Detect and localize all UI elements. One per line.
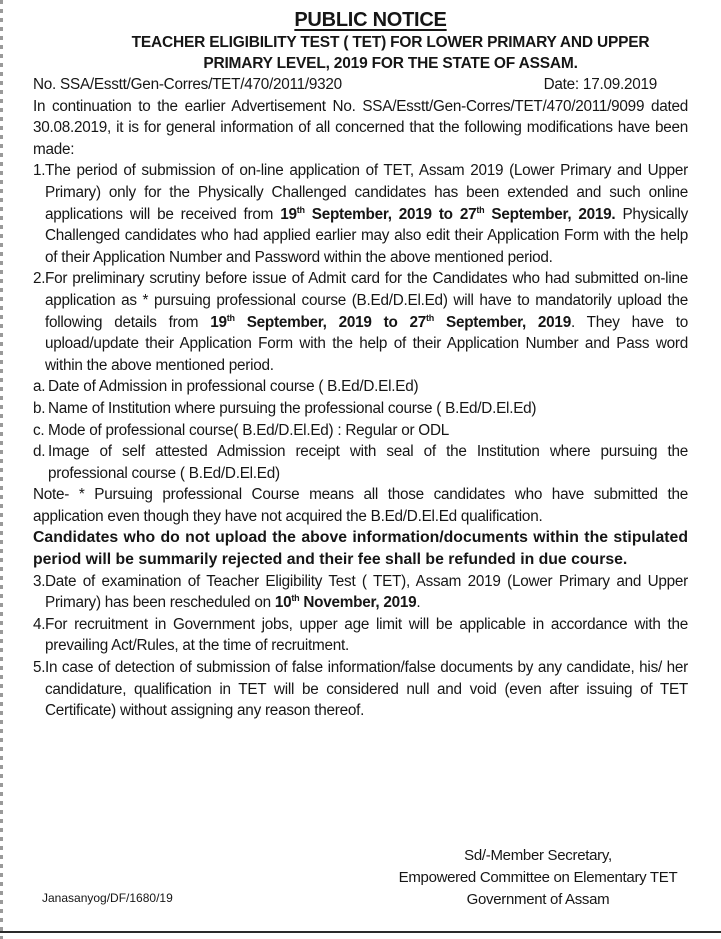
signature-line-3: Government of Assam	[466, 891, 610, 908]
signature-line-1: Sd/-Member Secretary,	[464, 847, 612, 864]
notice-title: PUBLIC NOTICE	[294, 9, 447, 31]
public-notice	[33, 8, 688, 722]
sub-item	[33, 376, 688, 398]
signature-line-2: Empowered Committee on Elementary TET	[398, 869, 678, 886]
janasanyog-reference: Janasanyog/DF/1680/19	[42, 891, 173, 905]
sub-item-label: b.	[33, 399, 46, 417]
item-number: 1.	[33, 162, 46, 180]
sub-item-text: Name of Institution where pursuing the professional course ( B.Ed/D.El.Ed)	[48, 399, 537, 417]
torn-edge-border	[0, 0, 3, 939]
intro-paragraph: In continuation to the earlier Advertisement No. SSA/Esstt/Gen-Corres/TET/470/2011/9099 dated 30.08.2019, it is for general information of all concerned that the following modifications have been made:	[33, 97, 688, 158]
notice-subtitle-line1: TEACHER ELIGIBILITY TEST ( TET) FOR LOWER PRIMARY AND UPPER	[131, 34, 650, 51]
sub-item-label: d.	[33, 443, 46, 461]
item-text: Date of examination of Teacher Eligibility Test ( TET), Assam 2019 (Lower Primary and Upper Primary) has been rescheduled on 10th November, 2019.	[45, 572, 688, 612]
sub-item-text: Image of self attested Admission receipt with seal of the Institution where pursuing the professional course ( B.Ed/D.El.Ed)	[48, 443, 688, 482]
bottom-rule	[0, 931, 721, 933]
sub-item	[33, 420, 688, 442]
sub-item-label: a.	[33, 378, 46, 396]
item-text: For preliminary scrutiny before issue of Admit card for the Candidates who had submitted on-line application as * pursuing professional course (B.Ed/D.El.Ed) will have to mandatorily upload the following details from 19th September, 2019 to 27th September, 2019. They have to upload/update their Application Form with the help of their Application Number and Pass word within the above mentioned period.	[45, 270, 688, 374]
sub-item	[33, 441, 688, 484]
notice-subtitle-line2: PRIMARY LEVEL, 2019 FOR THE STATE OF ASSAM.	[203, 55, 578, 72]
reference-line	[33, 74, 688, 96]
date-range-highlight: 19th September, 2019 to 27th September, 2019.	[280, 204, 616, 223]
sub-item	[33, 398, 688, 420]
reference-number: No. SSA/Esstt/Gen-Corres/TET/470/2011/9320	[33, 76, 342, 93]
sub-item-text: Mode of professional course( B.Ed/D.El.Ed) : Regular or ODL	[48, 421, 449, 439]
signature-block	[381, 845, 695, 911]
notice-item-3	[33, 571, 688, 614]
notice-date: Date: 17.09.2019	[543, 76, 657, 93]
exam-date-highlight: 10th November, 2019	[274, 593, 417, 612]
item-number: 4.	[33, 615, 46, 633]
sub-item-label: c.	[33, 421, 45, 439]
warning-paragraph: Candidates who do not upload the above information/documents within the stipulated period will be summarily rejected and their fee shall be refunded in due course.	[33, 529, 688, 569]
item-text: For recruitment in Government jobs, upper age limit will be applicable in accordance with the prevailing Act/Rules, at the time of recruitment.	[45, 615, 688, 655]
item-number: 2.	[33, 270, 46, 288]
item-number: 3.	[33, 572, 46, 590]
sub-item-text: Date of Admission in professional course ( B.Ed/D.El.Ed)	[48, 378, 419, 396]
note-paragraph: Note- * Pursuing professional Course means all those candidates who have submitted the application even though they have not acquired the B.Ed/D.El.Ed qualification.	[33, 486, 688, 525]
notice-item-1	[33, 160, 688, 268]
notice-item-2	[33, 268, 688, 376]
item-text: The period of submission of on-line application of TET, Assam 2019 (Lower Primary and Upper Primary) only for the Physically Challenged candidates has been extended and such online applications will be received from 19th September, 2019 to 27th September, 2019. Physically Challenged candidates who had applied earlier may also edit their Application Form with the help of their Application Number and Password within the above mentioned period.	[45, 162, 688, 266]
notice-item-5	[33, 657, 688, 722]
item-text: In case of detection of submission of false information/false documents by any candidate, his/ her candidature, qualification in TET will be considered null and void (even after issuing of TET Certificate) without assigning any reason thereof.	[45, 659, 688, 720]
notice-item-4	[33, 614, 688, 657]
item-number: 5.	[33, 659, 46, 677]
date-range-highlight: 19th September, 2019 to 27th September, 2019	[210, 312, 571, 331]
